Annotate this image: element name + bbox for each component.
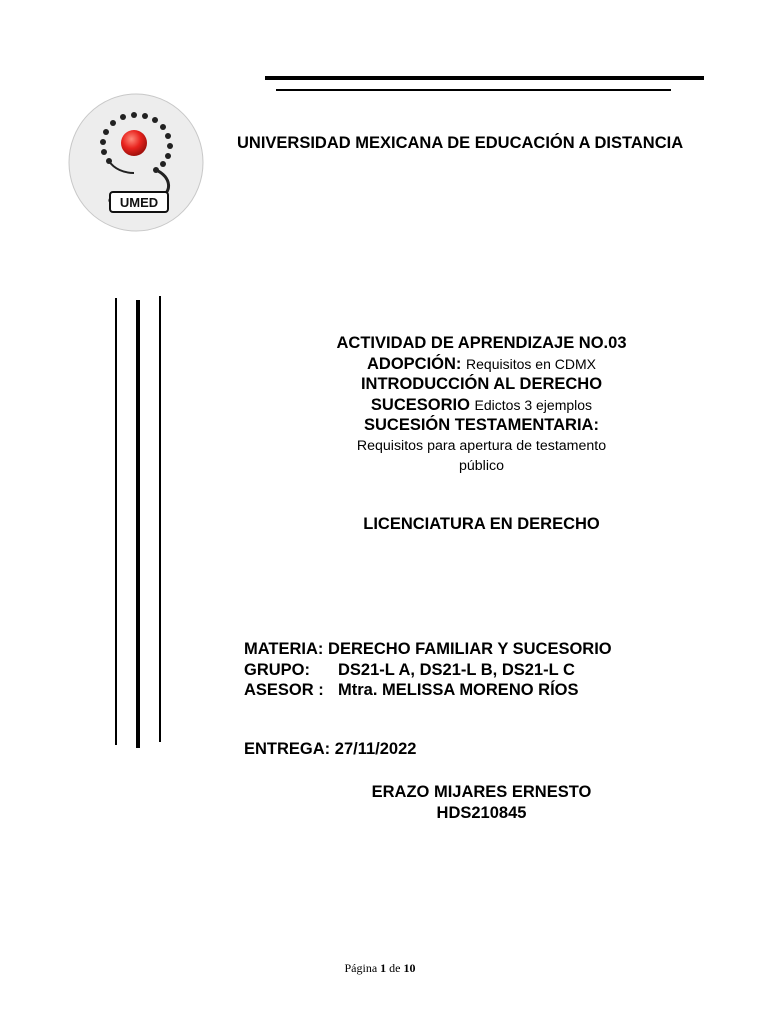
grupo-value: DS21-L A, DS21-L B, DS21-L C xyxy=(338,660,575,679)
student-name: ERAZO MIJARES ERNESTO xyxy=(371,783,592,801)
intro-line-1: INTRODUCCIÓN AL DERECHO xyxy=(360,375,603,393)
decorative-bar-left xyxy=(115,298,117,745)
sucesion-detail-1: Requisitos para apertura de testamento xyxy=(356,437,607,454)
of-label: de xyxy=(389,961,401,975)
info-block xyxy=(244,639,612,701)
grupo-label: GRUPO: xyxy=(244,660,310,679)
top-rule-thin xyxy=(276,89,671,91)
intro-label: SUCESORIO xyxy=(370,395,470,414)
student-block xyxy=(300,782,663,823)
adopcion-detail: Requisitos en CDMX xyxy=(466,355,596,372)
page-current: 1 xyxy=(380,961,387,975)
university-title: UNIVERSIDAD MEXICANA DE EDUCACIÓN A DISTANCIA xyxy=(237,134,684,152)
materia-label: MATERIA: xyxy=(244,640,324,658)
materia-line xyxy=(244,639,612,660)
activity-title: ACTIVIDAD DE APRENDIZAJE NO.03 xyxy=(336,334,627,352)
svg-text:UMED: UMED xyxy=(119,195,159,210)
adopcion-label: ADOPCIÓN: xyxy=(367,354,462,373)
entrega-line xyxy=(244,739,416,760)
university-logo xyxy=(68,93,204,232)
intro-detail: Edictos 3 ejemplos xyxy=(474,396,593,413)
entrega-value: 27/11/2022 xyxy=(334,740,417,758)
page-total: 10 xyxy=(403,961,416,975)
decorative-bar-right xyxy=(159,296,161,742)
asesor-line xyxy=(244,680,612,701)
asesor-label: ASESOR : xyxy=(244,681,324,699)
page-label: Página xyxy=(344,961,378,975)
decorative-bar-middle xyxy=(136,300,140,748)
entrega-label: ENTREGA: xyxy=(244,740,331,758)
intro-line-2 xyxy=(300,395,663,416)
top-rule-thick xyxy=(265,76,704,80)
asesor-value: Mtra. MELISSA MORENO RÍOS xyxy=(338,681,579,699)
sucesion-label: SUCESIÓN TESTAMENTARIA: xyxy=(364,416,599,434)
adopcion-line xyxy=(300,354,663,375)
student-id: HDS210845 xyxy=(436,803,527,822)
activity-block xyxy=(300,333,663,476)
sucesion-detail-2: público xyxy=(459,457,504,474)
program-title: LICENCIATURA EN DERECHO xyxy=(363,515,600,533)
grupo-line xyxy=(244,660,612,681)
page-footer xyxy=(300,961,460,976)
materia-value: DERECHO FAMILIAR Y SUCESORIO xyxy=(328,640,612,658)
